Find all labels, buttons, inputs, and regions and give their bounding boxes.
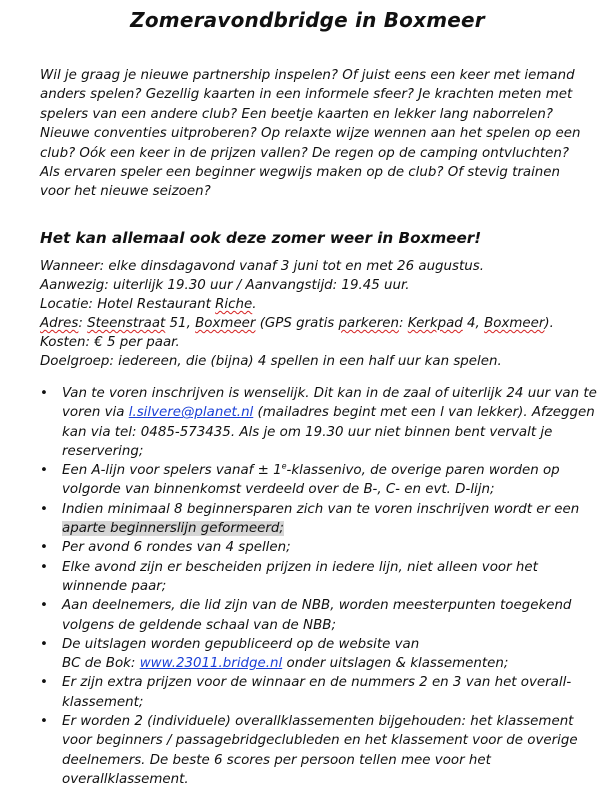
item-text: Van te voren inschrijven is wenselijk. Dit kan in de zaal of uiterlijk 24 uur van te voren via [62,386,597,421]
item-text: Er zijn extra prijzen voor de winnaar en de nummers 2 en 3 van het overall-klassement; [62,675,572,710]
bullet-icon: • [40,636,48,652]
address-street: Steenstraat [87,316,166,331]
bullet-icon: • [40,463,48,479]
item-text: onder uitslagen & klassementen; [282,656,509,672]
website-link[interactable]: www.23011.bridge.nl [139,656,283,672]
address-label: Adres [40,316,79,331]
section-heading: Het kan allemaal ook deze zomer weer in Boxmeer! [40,229,482,247]
address-mid: 4, [462,316,485,331]
address-kerkpad: Kerkpad [407,316,463,331]
info-cost: Kosten: € 5 per paar. [40,335,180,350]
item-text: Aan deelnemers, die lid zijn van de NBB, worden meesterpunten toegekend volgens de geldende schaal van de NBB; [62,598,572,633]
list-item [40,558,600,597]
info-audience: Doelgroep: iedereen, die (bijna) 4 spellen in een half uur kan spelen. [40,354,502,369]
list-item [40,596,600,635]
address-colon: : [78,316,88,331]
document-title: Zomeravondbridge in Boxmeer [130,8,485,32]
address-number: 51, [165,316,196,331]
list-item [40,500,600,539]
email-link[interactable]: l.silvere@planet.nl [128,405,254,421]
item-text: Een A-lijn voor spelers vanaf ± 1 [62,463,282,479]
info-address [40,314,600,333]
list-item [40,635,600,674]
list-item [40,461,600,500]
address-town: Boxmeer [195,316,256,331]
address-end: ). [544,316,554,331]
info-when: Wanneer: elke dinsdagavond vanaf 3 juni tot en met 26 augustus. [40,259,484,274]
intro-paragraph: Wil je graag je nieuwe partnership inspelen? Of juist eens een keer met iemand anders spelen? Gezellig kaarten in een informele sfeer? Je krachten meten met spelers van een andere club? Een beetje kaarten en lekker lang naborrelen? Nieuwe conventies uitproberen? Op relaxte wijze wennen aan het spelen op een club? Oók een keer in de prijzen vallen? De regen op de camping ontvluchten? Als ervaren speler een beginner wegwijs maken op de club? Of stevig trainen voor het nieuwe seizoen? [40,68,581,200]
list-item [40,384,600,461]
list-item [40,712,600,789]
info-attendance: Aanwezig: uiterlijk 19.30 uur / Aanvangstijd: 19.45 uur. [40,278,410,293]
item-text: Er worden 2 (individuele) overallklassementen bijgehouden: het klassement voor beginners / passagebridgeclubleden en het klassement voor de overige deelnemers. De beste 6 scores per persoon tellen mee voor het overallklassement. [62,714,578,787]
item-text: Indien minimaal 8 beginnersparen zich van te voren inschrijven wordt er een [62,501,580,517]
bullet-icon: • [40,559,48,575]
highlighted-text: aparte beginnerslijn geformeerd; [62,521,284,537]
bullet-icon: • [40,501,48,517]
list-item [40,673,600,712]
item-text: Per avond 6 rondes van 4 spellen; [62,540,291,556]
bullet-icon: • [40,540,48,556]
bullet-icon: • [40,598,48,614]
bullet-icon: • [40,675,48,691]
address-town-2: Boxmeer [484,316,545,331]
item-text: (mailadres begint met een l van lekker). Afzeggen kan via tel: 0485-573435. Als je om 19.30 uur niet binnen bent vervalt je reservering; [62,405,595,459]
item-text: Elke avond zijn er bescheiden prijzen in iedere lijn, niet alleen voor het winnende paar; [62,559,538,594]
location-label: Locatie: Hotel Restaurant [40,297,216,312]
address-parking: parkeren [338,316,399,331]
item-text: -klassenivo, de overige paren worden op volgorde van binnenkomst verdeeld over de B-, C- en evt. D-lijn; [62,463,560,498]
list-item [40,538,600,557]
address-gps: (GPS gratis [255,316,339,331]
bullet-icon: • [40,386,48,401]
bullet-icon: • [40,714,48,730]
item-text: BC de Bok: [62,656,140,672]
superscript: e [281,461,287,471]
location-name: Riche [215,297,253,312]
info-location [40,295,600,314]
address-colon-2: : [398,316,408,331]
item-text: De uitslagen worden gepubliceerd op de website van [62,636,420,652]
location-end: . [252,297,257,312]
rules-list [40,384,600,789]
event-info [40,257,600,371]
